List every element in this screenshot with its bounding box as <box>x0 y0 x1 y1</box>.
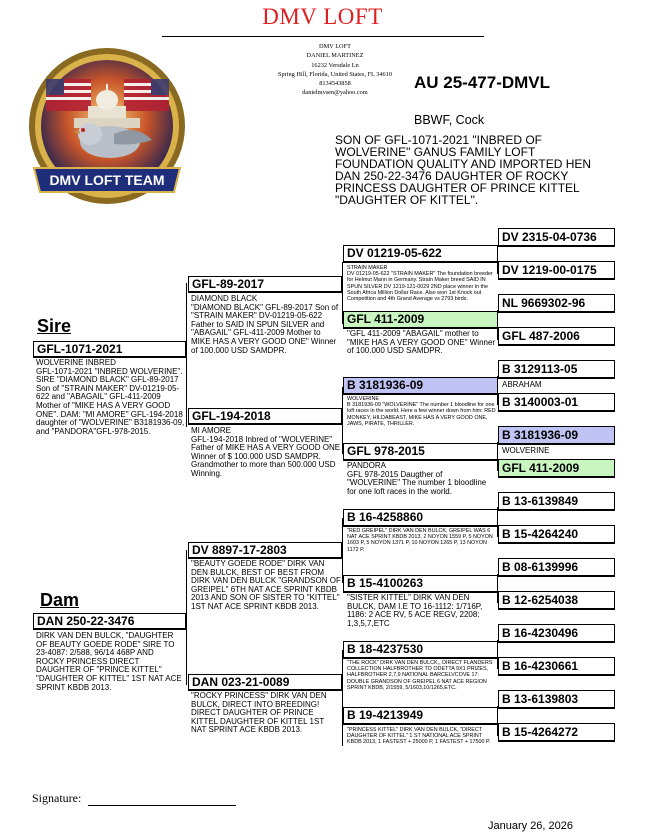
g3-band: DV 01219-05-622 <box>343 245 498 263</box>
bird-color-sex: BBWF, Cock <box>414 113 485 127</box>
g3-band: B 18-4237530 <box>343 641 498 659</box>
g3-note: "SISTER KITTEL" DIRK VAN DEN BULCK, DAM I.E TO 16-1112: 1/716P, 1186: 2 ACE RV, 5 ACE REGV, 2208: 1,3,5,7,ETC <box>347 593 483 628</box>
g4-band: DV 2315-04-0736 <box>498 228 615 247</box>
sire-sire-band: GFL-89-2017 <box>188 276 342 293</box>
g3-note: "THE ROCK" DIRK VAN DEN BULCK,, DIRECT FLANDERS COLLECTION HALFBROTHER TO ODETTA 9X1 PRIZES, HALFBROTHER 2,7,9 NATIONAL BARCELVCOVE 17: DOUBLE GRANDSON OF GREIPEL 6 NAT ACE REGION SPRINT KBDB, 2/1559, 5/1603,10/1265,ETC. <box>347 660 493 691</box>
g3-band: B 15-4100263 <box>343 575 498 593</box>
g3-band: B 16-4258860 <box>343 509 498 527</box>
sire-sire-note: DIAMOND BLACK "DIAMOND BLACK" GFL-89-2017 Son of "STRAIN MAKER" DV-01219-05-622 Father to SAID IN SPUN SILVER and "ABAGAIL" GFL-411-2009 Mother to MIKE HAS A VERY GOOD ONE" Winner of 100.000 USD SAMDPR. <box>191 294 339 355</box>
sire-note: WOLVERINE INBRED GFL-1071-2021 "INBRED WOLVERINE". SIRE "DIAMOND BLACK" GFL-89-2017 Son of "STRAIN MAKER" DV-01219-05-622 and "ABAGAIL" GFL-411-2009 Mother of "MIKE HAS A VERY GOOD ONE". DAM: "MI AMORE" GFL-194-2018 daughter of "WOLVERINE" B3181936-09, and "PANDORA"GFL-978-2015. <box>36 358 185 436</box>
sire-dam-note: MI AMORE GFL-194-2018 Inbred of "WOLVERINE" Father of MIKE HAS A VERY GOOD ONE Winner of $ 100.000 USD SAMDPR. Grandmother to more than 500.000 USD Winning. <box>191 426 341 478</box>
sire-band: GFL-1071-2021 <box>33 341 186 358</box>
g3-note: "PRINCESS KITTEL" DIRK VAN DEN BULCK, "DIRECT DAUGHTER OF KITTEL" 1 ST NATIONAL ACE SPRINT KBDB 2013, 1 FASTEST + 25000 P, 1 FASTEST + 17500 P. <box>347 727 491 746</box>
connector-line <box>342 650 343 746</box>
dam-band: DAN 250-22-3476 <box>33 613 186 630</box>
logo-text: DMV LOFT TEAM <box>49 172 165 188</box>
address-line: 8134543858 <box>319 80 351 88</box>
address-line: DANIEL MARTINEZ <box>306 52 364 60</box>
g3-band: GFL 411-2009 <box>343 311 498 329</box>
connector-line <box>186 550 187 685</box>
g4-band: B 16-4230496 <box>498 624 615 643</box>
dam-sire-note: "BEAUTY GOEDE RODE" DIRK VAN DEN BULCK, BEST OF BEST FROM DIRK VAN DEN BULCK "GRANDSON OF GREIPEL" 6TH NAT ACE SPRINT KBDB 2013 AND SON OF SISTER TO "KITTEL" 1ST NAT ACE SPRINT KBDB 2013. <box>191 559 341 611</box>
g4-band: B 15-4264240 <box>498 525 615 544</box>
dam-sire-band: DV 8897-17-2803 <box>188 542 342 559</box>
g4-band: NL 9669302-96 <box>498 294 615 313</box>
address-line: Spring Hill, Florida, United States, FL 34610 <box>278 70 392 78</box>
g3-band: GFL 978-2015 <box>343 443 498 461</box>
sire-dam-band: GFL-194-2018 <box>188 408 342 425</box>
document-date: January 26, 2026 <box>488 820 574 832</box>
g3-note: PANDORA GFL 978-2015 Daugther of "WOLVERINE" The number 1 bloodline for one loft races in the world. <box>347 461 487 496</box>
address-line: 16232 Versdale Ln <box>311 61 359 69</box>
dam-dam-band: DAN 023-21-0089 <box>188 674 342 691</box>
connector-line <box>186 283 187 427</box>
g4-band: DV 1219-00-0175 <box>498 261 615 280</box>
g4-band: B 13-6139803 <box>498 690 615 709</box>
g4-band: B 12-6254038 <box>498 591 615 610</box>
g3-note: WOLVERINE B 3181936-09 "WOLVERINE" The number 1 bloodline for one loft races in the world. Here a few winner down from him: RED MONKEY, HILDABEAST, MIKE HAS A VERY GOOD ONE, JAWS, PIRATE, THRILLER. <box>347 396 496 427</box>
g3-band: B 19-4213949 <box>343 707 498 725</box>
g4-name: WOLVERINE <box>502 446 550 455</box>
g4-band: B 16-4230661 <box>498 657 615 676</box>
bird-description: SON OF GFL-1071-2021 "INBRED OF WOLVERINE" GANUS FAMILY LOFT FOUNDATION QUALITY AND IMPORTED HEN DAN 250-22-3476 DAUGHTER OF ROCKY PRINCESS DAUGHTER OF PRINCE KITTEL "DAUGHTER OF KITTEL". <box>335 133 592 207</box>
g3-note: "GFL 411-2009 "ABAGAIL" mother to "MIKE HAS A VERY GOOD ONE" Winner of 100.000 USD SAMDPR. <box>347 329 496 356</box>
g3-band: B 3181936-09 <box>343 377 498 395</box>
g4-band: B 3140003-01 <box>498 393 615 412</box>
loft-address <box>250 42 420 98</box>
loft-logo <box>26 44 188 216</box>
bird-band-number: AU 25-477-DMVL <box>414 73 551 92</box>
connector-line <box>342 518 343 583</box>
g4-band: B 15-4264272 <box>498 723 615 742</box>
title-divider <box>162 36 484 37</box>
g4-band: GFL 487-2006 <box>498 327 615 346</box>
g3-note: STRAIN MAKER DV 01219-05-622 "STRAIN MAKER" The foundation breeder for Helmut Mann in Germany. Strain Maker breed SAID IN SPUN SILVER DV 1219-121-0029 2ND place winner in the South Africa Million Dollar Race. Also won 1st Knock out Competition and 4th Grand Average vs 2793 birds. <box>347 265 493 303</box>
g4-band: B 3181936-09 <box>498 426 615 445</box>
signature-line[interactable] <box>88 805 236 806</box>
signature-label: Signature: <box>32 791 82 805</box>
address-line: danielmvsen@yahoo.com <box>302 89 368 97</box>
dam-note: DIRK VAN DEN BULCK, "DAUGHTER OF BEAUTY GOEDE RODE" SIRE TO 23-4087: 2/588, 96/14 468P AND ROCKY PRINCESS DIRECT DAUGHTER OF "PRINCE KITTEL" "DAUGHTER OF KITTEL" 1ST NAT ACE SPRINT KBDB 2013. <box>36 631 182 692</box>
g4-band: B 3129113-05 <box>498 360 615 379</box>
g4-name: ABRAHAM <box>502 380 542 389</box>
g3-note: "RED GREIPEL" DIRK VAN DEN BULCK, GREIPEL WAS 6 NAT ACE SPRINT KBDB 2013, 2 NOYON 1559 P, 5 NOYON 1603 P, 5 NOYON 1371 P, 10 NOYON 1265 P, 13 NOYON 1172 P. <box>347 528 493 553</box>
loft-title: DMV LOFT <box>262 4 383 29</box>
g4-band: B 08-6139996 <box>498 558 615 577</box>
address-line: DMV LOFT <box>319 43 351 50</box>
dam-dam-note: "ROCKY PRINCESS" DIRK VAN DEN BULCK, DIRECT INTO BREEDING! DIRECT DAUGHTER OF PRINCE KITTEL DAUGHTER OF KITTEL 1ST NAT SPRINT ACE KBDB 2013. <box>191 691 327 735</box>
dam-label: Dam <box>40 590 80 610</box>
g4-band: B 13-6139849 <box>498 492 615 511</box>
g4-band: GFL 411-2009 <box>498 459 615 478</box>
sire-label: Sire <box>37 316 72 336</box>
